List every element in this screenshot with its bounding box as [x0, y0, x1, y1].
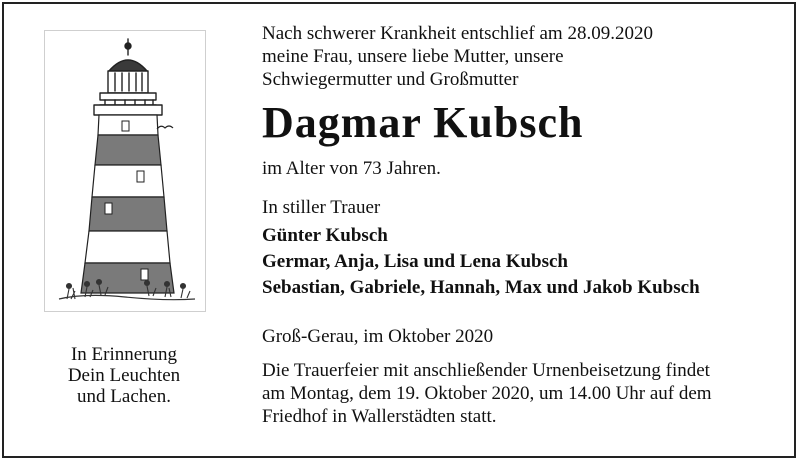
intro-line: meine Frau, unsere liebe Mutter, unsere [262, 46, 564, 67]
memory-line: und Lachen. [77, 386, 171, 407]
ceremony-text [262, 359, 792, 428]
lighthouse-drawing-frame [44, 30, 206, 312]
lighthouse-icon [45, 31, 205, 311]
intro-text [262, 22, 792, 91]
obituary-notice [2, 2, 796, 458]
deceased-name: Dagmar Kubsch [262, 98, 584, 147]
intro-line: Schwiegermutter und Großmutter [262, 69, 519, 90]
age-line: im Alter von 73 Jahren. [262, 158, 441, 179]
intro-line: Nach schwerer Krankheit entschlief am 28.09.2020 [262, 23, 653, 44]
memory-line: In Erinnerung [70, 344, 178, 365]
memory-quote [34, 344, 214, 407]
memory-line: Dein Leuchten [67, 365, 181, 386]
mourner-line: Germar, Anja, Lisa und Lena Kubsch [262, 251, 569, 272]
mourner-line: Günter Kubsch [262, 225, 388, 246]
mourning-line: In stiller Trauer [262, 197, 381, 218]
ceremony-line: Friedhof in Wallerstädten statt. [262, 406, 497, 427]
ceremony-line: Die Trauerfeier mit anschließender Urnenbeisetzung findet [262, 360, 710, 381]
notice-text [262, 22, 792, 428]
mourner-line: Sebastian, Gabriele, Hannah, Max und Jakob Kubsch [262, 277, 700, 298]
place-date: Groß-Gerau, im Oktober 2020 [262, 326, 494, 347]
ceremony-line: am Montag, dem 19. Oktober 2020, um 14.00 Uhr auf dem [262, 383, 712, 404]
